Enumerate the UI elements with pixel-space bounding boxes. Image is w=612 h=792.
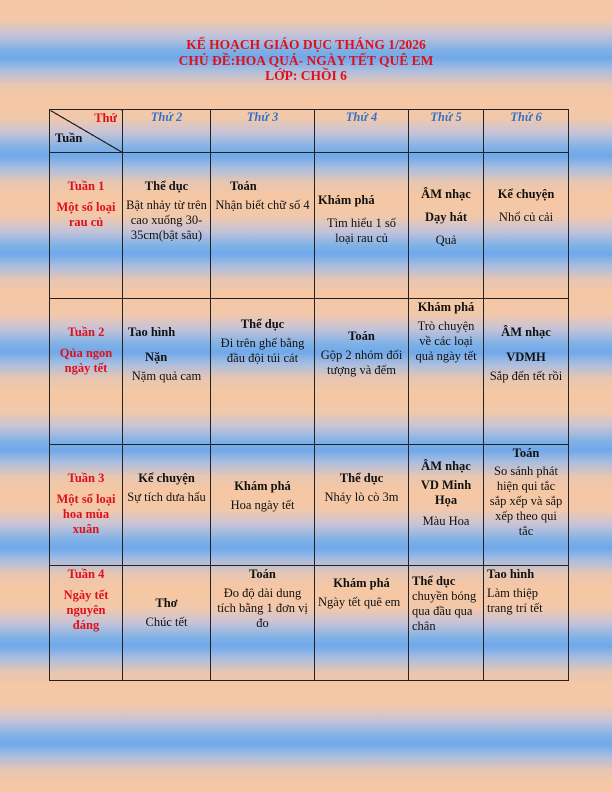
week-row-4 <box>50 566 569 681</box>
lesson-cell <box>123 566 211 681</box>
lesson-content: Bật nhảy từ trên cao xuống 30-35cm(bật sâu) <box>126 198 207 242</box>
lesson-subject: ÂM nhạc <box>421 187 471 201</box>
theme-title: CHỦ ĐỀ:HOA QUẢ- NGÀY TẾT QUÊ EM <box>178 52 434 68</box>
lesson-content: chuyền bóng qua đầu qua chân <box>412 589 477 633</box>
lesson-content: Đi trên ghế bằng đầu đội túi cát <box>220 336 305 365</box>
week-topic: Ngày tết nguyên đáng <box>63 588 109 632</box>
header-row <box>50 110 569 153</box>
lesson-subject-secondary: VD Minh Họa <box>420 478 472 507</box>
lesson-subject: Thể dục <box>412 574 456 588</box>
week-cell <box>50 153 123 299</box>
corner-week-label: Tuần <box>55 131 83 145</box>
lesson-cell <box>315 299 409 445</box>
lesson-subject: Toán <box>348 329 375 343</box>
day-header-thu: Thứ 5 <box>409 110 484 153</box>
lesson-subject: Khám phá <box>234 479 291 493</box>
lesson-subject-secondary: Dạy hát <box>424 210 468 224</box>
lesson-content: Màu Hoa <box>422 514 470 528</box>
lesson-cell <box>211 153 315 299</box>
lesson-cell <box>484 445 569 566</box>
lesson-content: Ngày tết quê em <box>318 595 401 609</box>
lesson-subject: Toán <box>230 179 257 193</box>
week-name: Tuần 4 <box>67 567 105 581</box>
lesson-subject: Thể dục <box>144 179 189 193</box>
lesson-cell <box>315 445 409 566</box>
lesson-subject: Tao hình <box>487 567 535 581</box>
lesson-content: Quả <box>435 233 457 247</box>
lesson-cell <box>123 445 211 566</box>
lesson-content: Nháy lò cò 3m <box>324 490 399 504</box>
lesson-subject: Thể dục <box>339 471 384 485</box>
week-name: Tuần 1 <box>67 179 105 193</box>
lesson-subject: Khám phá <box>417 300 475 314</box>
lesson-subject: Khám phá <box>333 576 390 590</box>
lesson-cell <box>211 566 315 681</box>
corner-cell <box>50 110 123 153</box>
lesson-subject: ÂM nhạc <box>501 325 551 339</box>
lesson-cell <box>484 153 569 299</box>
lesson-subject: Toán <box>512 446 540 460</box>
plan-title: KẾ HOẠCH GIÁO DỤC THÁNG 1/2026 <box>186 37 426 52</box>
lesson-subject-secondary: Nặn <box>145 350 168 364</box>
lesson-content: Gộp 2 nhóm đối tượng và đếm <box>320 348 403 377</box>
lesson-cell <box>409 566 484 681</box>
lesson-cell <box>315 566 409 681</box>
lesson-subject: Thể dục <box>240 317 285 331</box>
lesson-content: Nhổ củ cải <box>498 210 554 224</box>
lesson-content: Tìm hiểu 1 số loại rau củ <box>326 216 397 245</box>
lesson-content: So sánh phát hiện qui tắc sắp xếp và sắp xếp theo qui tắc <box>489 464 563 538</box>
week-row-3 <box>50 445 569 566</box>
lesson-cell <box>211 299 315 445</box>
lesson-subject: Kể chuyện <box>497 187 555 201</box>
lesson-content: Đo độ dài dung tích bằng 1 đơn vị đo <box>217 586 308 630</box>
lesson-subject: Khám phá <box>318 193 375 207</box>
week-topic: Một số loại rau củ <box>56 200 116 229</box>
week-name: Tuần 2 <box>67 325 105 339</box>
lesson-cell <box>123 153 211 299</box>
lesson-cell <box>211 445 315 566</box>
lesson-subject: ÂM nhạc <box>421 459 471 473</box>
lesson-cell <box>484 299 569 445</box>
lesson-content: Chúc tết <box>145 615 188 629</box>
lesson-content: Trò chuyện về các loại quả ngày tết <box>415 319 477 363</box>
day-header-mon: Thứ 2 <box>123 110 211 153</box>
schedule-table <box>49 109 569 681</box>
lesson-subject: Toán <box>249 567 276 581</box>
lesson-cell <box>123 299 211 445</box>
week-cell <box>50 299 123 445</box>
lesson-subject: Tao hình <box>128 325 176 339</box>
week-row-2 <box>50 299 569 445</box>
corner-day-label: Thứ <box>94 111 117 125</box>
week-topic: Một số loại hoa mùa xuân <box>56 492 116 536</box>
lesson-content: Sự tích dưa hấu <box>127 490 206 504</box>
document-header <box>0 37 612 84</box>
lesson-content: Nặm quả cam <box>131 369 202 383</box>
lesson-subject-secondary: VDMH <box>506 350 546 364</box>
lesson-content: Sắp đến tết rồi <box>489 369 563 383</box>
week-row-1 <box>50 153 569 299</box>
day-header-tue: Thứ 3 <box>211 110 315 153</box>
lesson-subject: Thơ <box>155 596 178 610</box>
week-topic: Qủa ngon ngày tết <box>59 346 113 375</box>
lesson-content: Nhận biết chữ số 4 <box>215 198 310 212</box>
lesson-cell <box>484 566 569 681</box>
week-name: Tuần 3 <box>67 471 105 485</box>
week-cell <box>50 445 123 566</box>
day-header-fri: Thứ 6 <box>484 110 569 153</box>
lesson-cell <box>409 153 484 299</box>
day-header-wed: Thứ 4 <box>315 110 409 153</box>
class-title: LỚP: CHỒI 6 <box>265 68 347 83</box>
lesson-cell <box>409 445 484 566</box>
lesson-content: Làm thiệp trang trí tết <box>487 586 543 615</box>
week-cell <box>50 566 123 681</box>
lesson-cell <box>409 299 484 445</box>
lesson-subject: Kể chuyện <box>138 471 195 485</box>
lesson-cell <box>315 153 409 299</box>
lesson-content: Hoa ngày tết <box>230 498 295 512</box>
